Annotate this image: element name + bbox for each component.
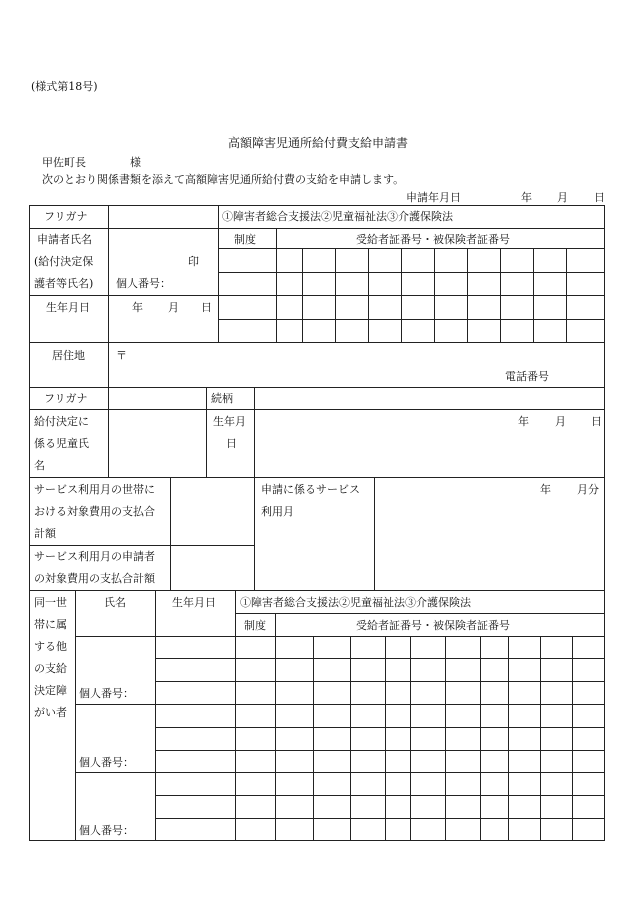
child-birth-day-unit: 日 [591, 415, 602, 428]
application-date-label: 申請年月日 [406, 191, 461, 204]
child-name-label-3: 名 [34, 459, 45, 472]
applicant-total-label-1: サービス利用月の申請者 [34, 550, 155, 563]
household-total-label-2: おける対象費用の支払合 [34, 505, 155, 518]
intro-text: 次のとおり関係書類を添えて高額障害児通所給付費の支給を申請します。 [42, 173, 405, 186]
law-options: ①障害者総合支援法②児童福祉法③介護保険法 [222, 210, 453, 223]
form-number: (様式第18号) [31, 80, 98, 93]
applicant-name-sub1: (給付決定保 [34, 255, 94, 268]
addressee: 甲佐町長 様 [42, 156, 141, 169]
phone-label: 電話番号 [505, 370, 549, 383]
service-year-unit: 年 [540, 483, 551, 496]
child-birth-label-1: 生年月 [213, 415, 246, 428]
service-month-label-1: 申請に係るサービス [261, 483, 360, 496]
household-members-label-2: 帯に属 [34, 618, 67, 631]
household-members-label-5: 決定障 [34, 684, 67, 697]
service-month-label-2: 利用月 [261, 505, 294, 518]
application-date-day: 日 [594, 191, 605, 204]
birth-year-unit: 年 [132, 301, 143, 314]
child-birth-label-2: 日 [226, 437, 237, 450]
household-members-label-1: 同一世 [34, 596, 67, 609]
member-law-options: ①障害者総合支援法②児童福祉法③介護保険法 [240, 596, 471, 609]
applicant-name-sub2: 護者等氏名) [34, 277, 94, 290]
member-name-header: 氏名 [104, 596, 126, 609]
birth-month-unit: 月 [168, 301, 179, 314]
relation-label: 続柄 [211, 392, 233, 405]
birth-day-unit: 日 [201, 301, 212, 314]
member-system-header: 制度 [244, 619, 266, 632]
application-date-month: 月 [557, 191, 568, 204]
application-date-year: 年 [521, 191, 532, 204]
personal-number-label: 個人番号： [116, 277, 171, 290]
child-birth-month-unit: 月 [555, 415, 566, 428]
member-cert-header: 受給者証番号・被保険者証番号 [356, 619, 510, 632]
seal-mark: 印 [188, 255, 199, 268]
service-month-unit: 月分 [577, 483, 599, 496]
household-members-label-4: の支給 [34, 662, 67, 675]
household-total-label-1: サービス利用月の世帯に [34, 483, 155, 496]
form-title: 高額障害児通所給付費支給申請書 [228, 136, 409, 150]
member-3-personal-number-label: 個人番号： [79, 824, 134, 837]
child-name-label-2: 係る児童氏 [34, 437, 89, 450]
applicant-name-label: 申請者氏名 [37, 233, 92, 246]
child-name-label-1: 給付決定に [34, 415, 89, 428]
member-2-personal-number-label: 個人番号： [79, 756, 134, 769]
household-members-label-3: する他 [34, 640, 67, 653]
postal-mark: 〒 [116, 349, 127, 362]
child-furigana-label: フリガナ [44, 392, 88, 405]
furigana-label: フリガナ [44, 210, 88, 223]
certificate-number-label: 受給者証番号・被保険者証番号 [356, 233, 510, 246]
system-label: 制度 [234, 233, 256, 246]
applicant-total-label-2: の対象費用の支払合計額 [34, 572, 155, 585]
birthdate-label: 生年月日 [46, 301, 90, 314]
member-birth-header: 生年月日 [172, 596, 216, 609]
household-members-label-6: がい者 [34, 706, 67, 719]
residence-label: 居住地 [52, 349, 85, 362]
child-birth-year-unit: 年 [518, 415, 529, 428]
member-1-personal-number-label: 個人番号： [79, 687, 134, 700]
household-total-label-3: 計額 [34, 527, 56, 540]
